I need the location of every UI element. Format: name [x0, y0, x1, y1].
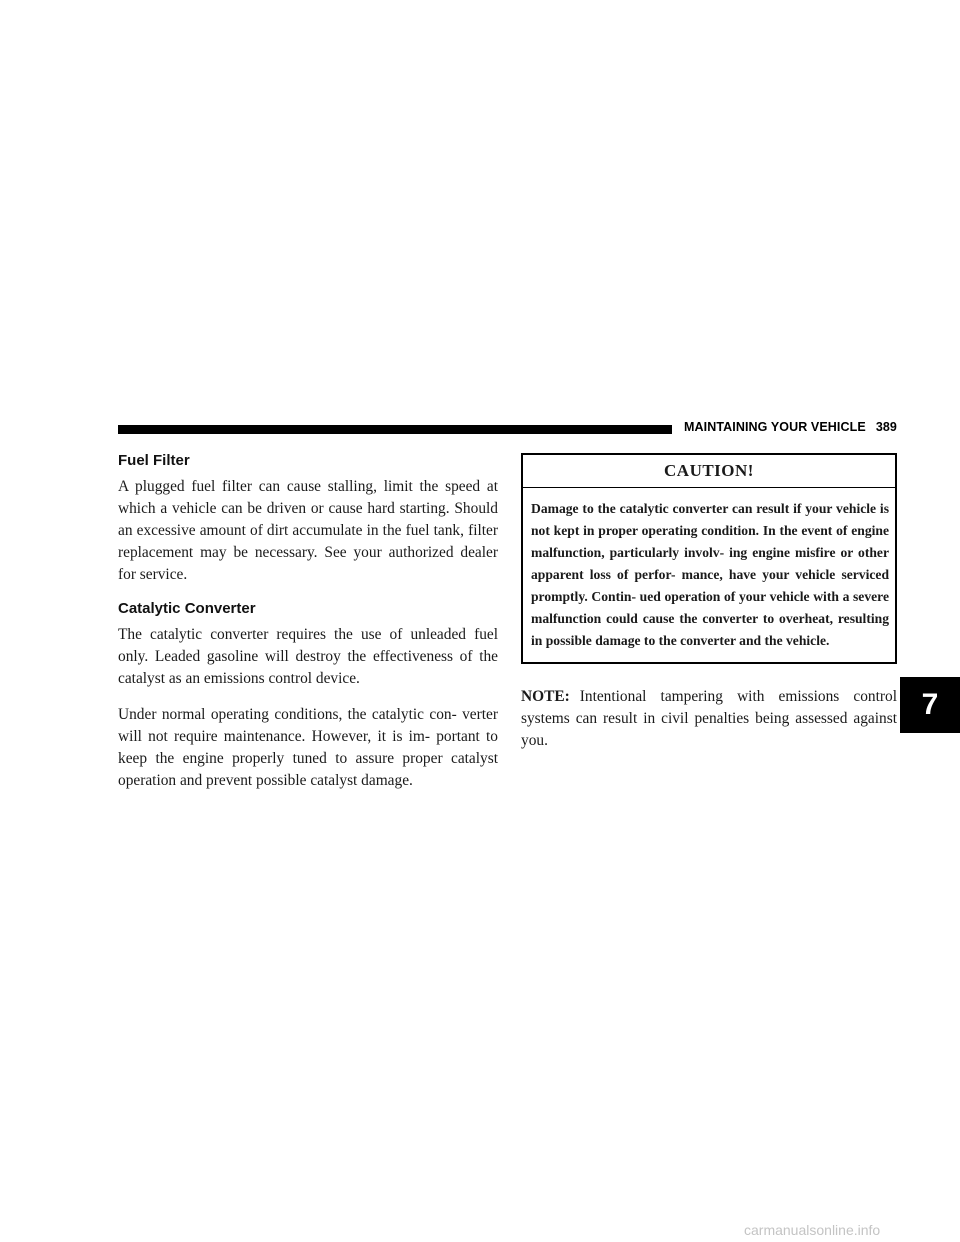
caution-text: Damage to the catalytic converter can result if your vehicle is not kept in proper operating condition. In the event of engine malfunction, particularly involv- ing engine misfire or other apparent loss of perfor- mance, have your vehicle serviced promptly. Contin- ued operation of your vehicle with a severe malfunction could cause the converter to overheat, resulting in possible damage to the converter and the vehicle.	[531, 501, 889, 648]
note	[521, 686, 897, 752]
caution-box	[521, 453, 897, 664]
catalytic-converter-paragraph-1: The catalytic converter requires the use of unleaded fuel only. Leaded gasoline will destroy the effectiveness of the catalyst as an emissions control device.	[118, 626, 498, 687]
note-text: Intentional tampering with emissions control systems can result in civil penalties being assessed against you.	[521, 688, 897, 749]
right-column	[521, 453, 897, 752]
header-title: MAINTAINING YOUR VEHICLE	[684, 420, 866, 434]
fuel-filter-heading: Fuel Filter	[118, 452, 190, 469]
chapter-tab: 7	[900, 677, 960, 733]
caution-title: CAUTION!	[523, 455, 895, 488]
page-number: 389	[875, 420, 897, 434]
header-rule	[118, 425, 672, 434]
watermark: carmanualsonline.info	[744, 1222, 881, 1238]
fuel-filter-paragraph: A plugged fuel filter can cause stalling, limit the speed at which a vehicle can be driven or cause hard starting. Should an excessive amount of dirt accumulate in the fuel tank, filter replacement may be necessary. See your authorized dealer for service.	[118, 478, 498, 583]
left-column	[118, 452, 498, 806]
running-header	[684, 420, 897, 434]
catalytic-converter-heading: Catalytic Converter	[118, 600, 256, 617]
catalytic-converter-paragraph-2: Under normal operating conditions, the catalytic con- verter will not require maintenance. However, it is im- portant to keep the engine properly tuned to assure proper catalyst operation and prevent possible catalyst damage.	[118, 706, 498, 789]
note-label: NOTE:	[521, 688, 570, 705]
